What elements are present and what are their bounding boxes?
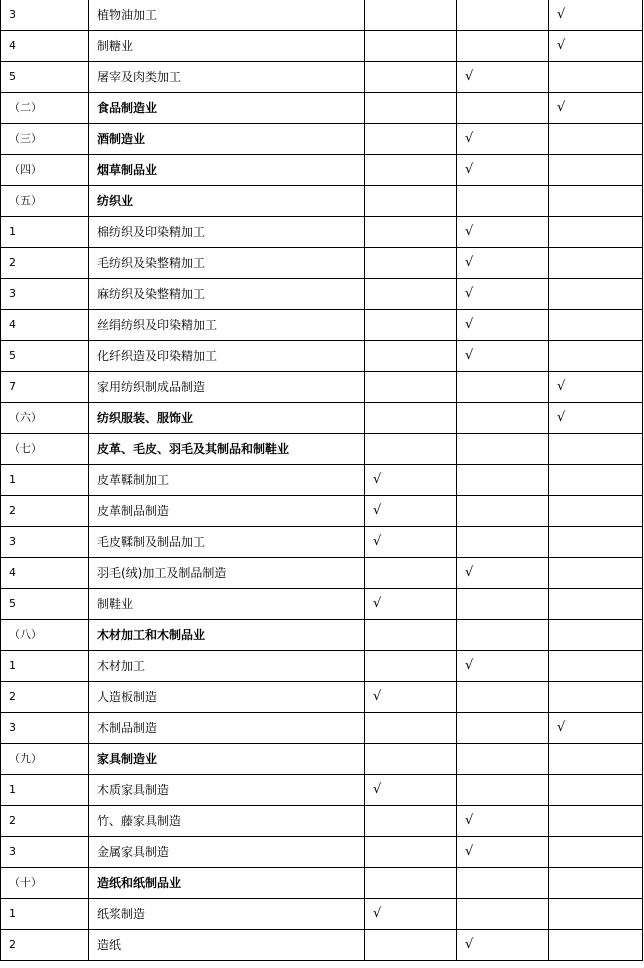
check-cell-3 [549, 930, 643, 961]
table-row [1, 31, 643, 62]
table-row [1, 217, 643, 248]
check-cell-3 [549, 837, 643, 868]
checkmark-icon: √ [373, 906, 382, 921]
check-cell-2 [457, 279, 549, 310]
check-cell-3 [549, 434, 643, 465]
check-cell-3 [549, 186, 643, 217]
checkmark-icon: √ [373, 596, 382, 611]
industry-name-cell: 毛皮鞣制及制品加工 [89, 527, 365, 558]
check-cell-2 [457, 620, 549, 651]
row-number-cell: 2 [1, 682, 89, 713]
row-number-cell: （九） [1, 744, 89, 775]
row-number-cell: （三） [1, 124, 89, 155]
check-cell-2 [457, 31, 549, 62]
check-cell-1 [365, 496, 457, 527]
row-number-cell: 1 [1, 217, 89, 248]
row-number-cell: 4 [1, 31, 89, 62]
check-cell-3 [549, 31, 643, 62]
category-name-cell: 烟草制品业 [89, 155, 365, 186]
checkmark-icon: √ [373, 689, 382, 704]
check-cell-2 [457, 589, 549, 620]
checkmark-icon: √ [557, 720, 566, 735]
check-cell-1 [365, 217, 457, 248]
check-cell-1 [365, 341, 457, 372]
check-cell-1 [365, 930, 457, 961]
check-cell-1 [365, 93, 457, 124]
checkmark-icon: √ [465, 162, 474, 177]
table-row [1, 868, 643, 899]
row-number-cell: 1 [1, 465, 89, 496]
table-row [1, 279, 643, 310]
table-row [1, 558, 643, 589]
check-cell-2 [457, 775, 549, 806]
row-number-cell: 5 [1, 589, 89, 620]
table-row [1, 682, 643, 713]
table-row [1, 744, 643, 775]
check-cell-1 [365, 279, 457, 310]
checkmark-icon: √ [465, 69, 474, 84]
checkmark-icon: √ [465, 131, 474, 146]
check-cell-2 [457, 186, 549, 217]
check-cell-3 [549, 868, 643, 899]
table-row [1, 930, 643, 961]
checkmark-icon: √ [465, 255, 474, 270]
table-row [1, 775, 643, 806]
row-number-cell: 2 [1, 248, 89, 279]
table-row [1, 124, 643, 155]
category-name-cell: 家具制造业 [89, 744, 365, 775]
category-name-cell: 纺织业 [89, 186, 365, 217]
check-cell-2 [457, 310, 549, 341]
table-row [1, 589, 643, 620]
checkmark-icon: √ [557, 379, 566, 394]
checkmark-icon: √ [465, 348, 474, 363]
industry-name-cell: 棉纺织及印染精加工 [89, 217, 365, 248]
check-cell-1 [365, 558, 457, 589]
check-cell-3 [549, 248, 643, 279]
table-row [1, 310, 643, 341]
industry-name-cell: 木质家具制造 [89, 775, 365, 806]
check-cell-2 [457, 682, 549, 713]
check-cell-3 [549, 713, 643, 744]
check-cell-3 [549, 341, 643, 372]
check-cell-2 [457, 0, 549, 31]
industry-name-cell: 皮革制品制造 [89, 496, 365, 527]
table-row [1, 651, 643, 682]
row-number-cell: （七） [1, 434, 89, 465]
row-number-cell: 2 [1, 930, 89, 961]
check-cell-3 [549, 589, 643, 620]
category-name-cell: 木材加工和木制品业 [89, 620, 365, 651]
check-cell-3 [549, 744, 643, 775]
row-number-cell: （五） [1, 186, 89, 217]
row-number-cell: （十） [1, 868, 89, 899]
checkmark-icon: √ [465, 937, 474, 952]
industry-name-cell: 植物油加工 [89, 0, 365, 31]
check-cell-3 [549, 682, 643, 713]
checkmark-icon: √ [465, 224, 474, 239]
check-cell-1 [365, 124, 457, 155]
check-cell-1 [365, 527, 457, 558]
industry-name-cell: 金属家具制造 [89, 837, 365, 868]
check-cell-1 [365, 775, 457, 806]
row-number-cell: 1 [1, 775, 89, 806]
check-cell-1 [365, 868, 457, 899]
table-row [1, 837, 643, 868]
check-cell-3 [549, 372, 643, 403]
check-cell-1 [365, 434, 457, 465]
check-cell-3 [549, 403, 643, 434]
table-row [1, 899, 643, 930]
row-number-cell: 3 [1, 837, 89, 868]
check-cell-1 [365, 0, 457, 31]
checkmark-icon: √ [465, 658, 474, 673]
industry-name-cell: 羽毛(绒)加工及制品制造 [89, 558, 365, 589]
check-cell-1 [365, 155, 457, 186]
check-cell-1 [365, 310, 457, 341]
industry-name-cell: 家用纺织制成品制造 [89, 372, 365, 403]
check-cell-2 [457, 496, 549, 527]
checkmark-icon: √ [373, 472, 382, 487]
table-row [1, 620, 643, 651]
row-number-cell: （八） [1, 620, 89, 651]
row-number-cell: 3 [1, 527, 89, 558]
checkmark-icon: √ [557, 100, 566, 115]
industry-name-cell: 纸浆制造 [89, 899, 365, 930]
row-number-cell: 3 [1, 713, 89, 744]
check-cell-2 [457, 124, 549, 155]
check-cell-3 [549, 558, 643, 589]
category-name-cell: 食品制造业 [89, 93, 365, 124]
check-cell-1 [365, 837, 457, 868]
check-cell-2 [457, 651, 549, 682]
check-cell-2 [457, 155, 549, 186]
table-row [1, 713, 643, 744]
check-cell-1 [365, 372, 457, 403]
check-cell-1 [365, 620, 457, 651]
check-cell-3 [549, 899, 643, 930]
check-cell-3 [549, 155, 643, 186]
row-number-cell: （四） [1, 155, 89, 186]
checkmark-icon: √ [373, 503, 382, 518]
check-cell-3 [549, 124, 643, 155]
check-cell-1 [365, 806, 457, 837]
row-number-cell: （二） [1, 93, 89, 124]
industry-name-cell: 木材加工 [89, 651, 365, 682]
check-cell-2 [457, 465, 549, 496]
check-cell-1 [365, 899, 457, 930]
check-cell-3 [549, 775, 643, 806]
check-cell-2 [457, 744, 549, 775]
check-cell-2 [457, 62, 549, 93]
industry-name-cell: 制糖业 [89, 31, 365, 62]
industry-name-cell: 制鞋业 [89, 589, 365, 620]
table-row [1, 527, 643, 558]
check-cell-1 [365, 744, 457, 775]
checkmark-icon: √ [465, 286, 474, 301]
industry-name-cell: 毛纺织及染整精加工 [89, 248, 365, 279]
check-cell-1 [365, 682, 457, 713]
table-row [1, 806, 643, 837]
row-number-cell: 2 [1, 496, 89, 527]
check-cell-2 [457, 217, 549, 248]
table-row [1, 434, 643, 465]
row-number-cell: （六） [1, 403, 89, 434]
row-number-cell: 2 [1, 806, 89, 837]
row-number-cell: 5 [1, 341, 89, 372]
category-name-cell: 造纸和纸制品业 [89, 868, 365, 899]
check-cell-1 [365, 248, 457, 279]
check-cell-1 [365, 62, 457, 93]
industry-name-cell: 化纤织造及印染精加工 [89, 341, 365, 372]
check-cell-2 [457, 248, 549, 279]
table-row [1, 186, 643, 217]
check-cell-2 [457, 899, 549, 930]
check-cell-3 [549, 465, 643, 496]
industry-name-cell: 皮革鞣制加工 [89, 465, 365, 496]
table-row [1, 155, 643, 186]
check-cell-2 [457, 806, 549, 837]
category-name-cell: 酒制造业 [89, 124, 365, 155]
checkmark-icon: √ [373, 534, 382, 549]
check-cell-3 [549, 310, 643, 341]
row-number-cell: 7 [1, 372, 89, 403]
checkmark-icon: √ [465, 813, 474, 828]
table-row [1, 372, 643, 403]
industry-name-cell: 木制品制造 [89, 713, 365, 744]
table-row [1, 62, 643, 93]
check-cell-2 [457, 713, 549, 744]
check-cell-1 [365, 465, 457, 496]
checkmark-icon: √ [465, 317, 474, 332]
check-cell-2 [457, 341, 549, 372]
category-name-cell: 皮革、毛皮、羽毛及其制品和制鞋业 [89, 434, 365, 465]
industry-name-cell: 屠宰及肉类加工 [89, 62, 365, 93]
row-number-cell: 5 [1, 62, 89, 93]
table-row [1, 0, 643, 31]
check-cell-3 [549, 217, 643, 248]
check-cell-3 [549, 93, 643, 124]
table-row [1, 248, 643, 279]
check-cell-2 [457, 558, 549, 589]
row-number-cell: 3 [1, 279, 89, 310]
check-cell-1 [365, 651, 457, 682]
checkmark-icon: √ [557, 7, 566, 22]
checkmark-icon: √ [373, 782, 382, 797]
row-number-cell: 3 [1, 0, 89, 31]
industry-name-cell: 丝绢纺织及印染精加工 [89, 310, 365, 341]
table-row [1, 403, 643, 434]
checkmark-icon: √ [557, 38, 566, 53]
check-cell-1 [365, 186, 457, 217]
table-row [1, 465, 643, 496]
row-number-cell: 4 [1, 558, 89, 589]
check-cell-2 [457, 372, 549, 403]
check-cell-3 [549, 496, 643, 527]
industry-name-cell: 麻纺织及染整精加工 [89, 279, 365, 310]
check-cell-2 [457, 868, 549, 899]
check-cell-3 [549, 62, 643, 93]
check-cell-1 [365, 31, 457, 62]
row-number-cell: 4 [1, 310, 89, 341]
category-name-cell: 纺织服装、服饰业 [89, 403, 365, 434]
check-cell-2 [457, 93, 549, 124]
check-cell-3 [549, 279, 643, 310]
industry-name-cell: 竹、藤家具制造 [89, 806, 365, 837]
check-cell-1 [365, 589, 457, 620]
table-body [1, 0, 643, 961]
check-cell-3 [549, 527, 643, 558]
checkmark-icon: √ [557, 410, 566, 425]
check-cell-2 [457, 403, 549, 434]
table-row [1, 496, 643, 527]
row-number-cell: 1 [1, 651, 89, 682]
check-cell-2 [457, 527, 549, 558]
table-row [1, 341, 643, 372]
table-row [1, 93, 643, 124]
check-cell-2 [457, 434, 549, 465]
check-cell-2 [457, 930, 549, 961]
industry-name-cell: 造纸 [89, 930, 365, 961]
check-cell-1 [365, 713, 457, 744]
check-cell-3 [549, 0, 643, 31]
row-number-cell: 1 [1, 899, 89, 930]
check-cell-3 [549, 651, 643, 682]
checkmark-icon: √ [465, 565, 474, 580]
checkmark-icon: √ [465, 844, 474, 859]
check-cell-1 [365, 403, 457, 434]
check-cell-3 [549, 620, 643, 651]
check-cell-2 [457, 837, 549, 868]
industry-name-cell: 人造板制造 [89, 682, 365, 713]
check-cell-3 [549, 806, 643, 837]
